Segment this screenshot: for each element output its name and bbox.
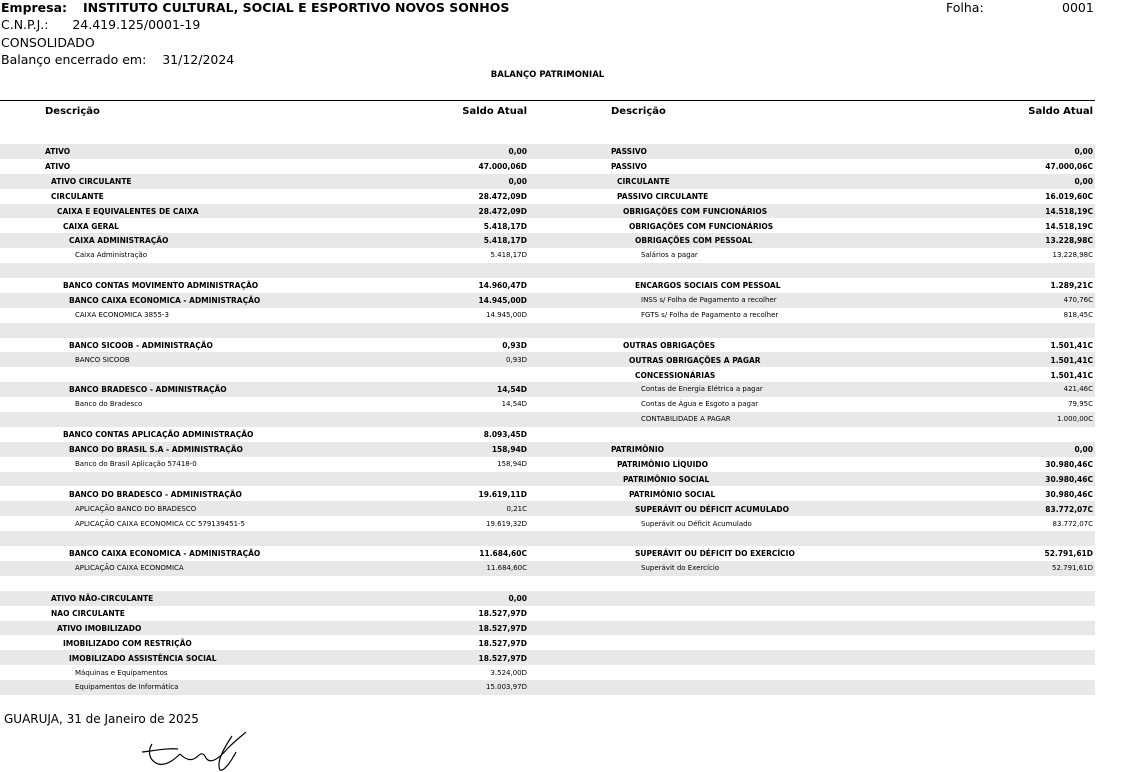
closing-date: 31/12/2024 [162, 52, 235, 67]
left-account-balance: 0,21C [506, 504, 527, 513]
left-account-balance: 47.000,06D [478, 161, 527, 171]
row-stripe [0, 591, 1095, 606]
right-account-balance: 52.791,61D [1044, 549, 1093, 559]
left-account-balance: 14,54D [497, 385, 527, 395]
left-account-description: APLICAÇÃO CAIXA ECONOMICA [75, 564, 184, 573]
right-account-balance: 0,00 [1074, 147, 1093, 156]
right-account-description: FGTS s/ Folha de Pagamento a recolher [641, 310, 779, 319]
scope-line [1, 35, 95, 50]
left-account-description: BANCO BRADESCO - ADMINISTRAÇÃO [69, 385, 227, 395]
right-account-balance: 52.791,61D [1051, 564, 1093, 573]
left-account-balance: 28.472,09D [478, 206, 527, 216]
header-rule [0, 100, 1095, 101]
left-account-balance: 19.619,32D [485, 519, 527, 528]
left-account-description: BANCO DO BRASIL S.A - ADMINISTRAÇÃO [69, 445, 243, 454]
row-stripe [0, 323, 1095, 338]
row-stripe [0, 606, 1095, 621]
row-stripe [0, 621, 1095, 636]
left-account-description: APLICAÇÃO CAIXA ECONOMICA CC 579139451-5 [75, 519, 245, 528]
right-account-description: Superávit ou Déficit Acumulado [641, 519, 752, 528]
right-account-description: PASSIVO [611, 147, 647, 156]
right-account-description: PASSIVO CIRCULANTE [617, 191, 709, 201]
cnpj-line [1, 17, 200, 32]
left-account-description: Banco do Bradesco [75, 400, 143, 409]
left-account-balance: 18.527,97D [478, 608, 527, 618]
left-account-balance: 14.945,00D [478, 296, 527, 305]
right-account-description: CONCESSIONÁRIAS [635, 370, 716, 380]
left-account-description: BANCO CAIXA ECONOMICA - ADMINISTRAÇÃO [69, 296, 261, 305]
right-description-header: Descrição [611, 106, 666, 117]
left-account-balance: 5.418,17D [483, 236, 527, 246]
right-account-description: PATRIMÔNIO LÍQUIDO [617, 459, 709, 469]
right-account-balance: 83.772,07C [1045, 504, 1093, 514]
cnpj-label: C.N.P.J.: [1, 17, 49, 32]
right-account-description: Superávit do Exercício [641, 564, 720, 573]
right-account-description: Salários a pagar [641, 251, 698, 260]
right-account-balance: 30.980,46C [1045, 489, 1093, 499]
company-label: Empresa: [1, 0, 68, 15]
left-account-description: CAIXA GERAL [63, 221, 119, 231]
right-balance-header: Saldo Atual [1028, 106, 1093, 117]
left-account-balance: 18.527,97D [478, 653, 527, 663]
left-account-description: ATIVO IMOBILIZADO [57, 623, 142, 633]
left-account-balance: 5.418,17D [490, 251, 527, 260]
right-account-description: OBRIGAÇÕES COM FUNCIONÁRIOS [629, 221, 774, 231]
row-stripe [0, 218, 1095, 233]
row-stripe [0, 367, 1095, 382]
right-account-balance: 13.228,98C [1052, 251, 1093, 260]
row-stripe [0, 472, 1095, 487]
left-account-description: CIRCULANTE [51, 191, 104, 201]
left-account-balance: 158,94D [497, 459, 527, 468]
right-account-description: ENCARGOS SOCIAIS COM PESSOAL [635, 281, 781, 291]
folha-value: 0001 [1062, 0, 1094, 15]
right-account-balance: 47.000,06C [1045, 161, 1093, 171]
right-account-description: CIRCULANTE [617, 176, 670, 186]
left-description-header: Descrição [45, 106, 100, 117]
right-account-balance: 79,95C [1068, 400, 1093, 409]
right-account-balance: 470,76C [1063, 296, 1093, 304]
left-account-balance: 14.960,47D [478, 281, 527, 291]
right-account-balance: 30.980,46C [1045, 459, 1093, 469]
right-account-description: PATRIMÔNIO [611, 445, 664, 454]
right-account-description: OUTRAS OBRIGAÇÕES [623, 340, 716, 350]
right-account-description: OBRIGAÇÕES COM FUNCIONÁRIOS [623, 206, 768, 216]
left-account-description: Máquinas e Equipamentos [75, 668, 168, 677]
right-account-balance: 421,46C [1063, 385, 1093, 394]
report-title: BALANÇO PATRIMONIAL [490, 70, 605, 80]
closing-line [1, 52, 234, 67]
right-account-balance: 0,00 [1074, 176, 1093, 186]
left-account-balance: 15.003,97D [485, 683, 527, 692]
left-account-balance: 0,00 [508, 594, 527, 603]
left-account-balance: 11.684,60C [479, 549, 527, 559]
company-name: INSTITUTO CULTURAL, SOCIAL E ESPORTIVO NOVOS SONHOS [82, 0, 510, 15]
row-stripe [0, 144, 1095, 159]
left-account-description: BANCO SICOOB - ADMINISTRAÇÃO [69, 340, 213, 350]
left-account-balance: 18.527,97D [478, 623, 527, 633]
row-stripes [0, 144, 1095, 695]
right-account-description: CONTABILIDADE A PAGAR [641, 415, 731, 424]
scope-text: CONSOLIDADO [1, 35, 95, 50]
right-account-description: SUPERÁVIT OU DÉFICIT DO EXERCÍCIO [635, 549, 795, 559]
left-account-description: ATIVO [45, 161, 71, 171]
left-account-balance: 158,94D [491, 445, 527, 454]
left-account-balance: 3.524,00D [490, 668, 527, 677]
left-account-description: BANCO CONTAS APLICAÇÃO ADMINISTRAÇÃO [63, 430, 254, 440]
row-stripe [0, 352, 1095, 367]
left-account-description: APLICAÇÃO BANCO DO BRADESCO [75, 504, 197, 513]
row-stripe [0, 189, 1095, 204]
left-account-description: CAIXA ECONOMICA 3855-3 [75, 310, 169, 319]
left-account-balance: 14.945,00D [485, 310, 527, 319]
left-account-balance: 19.619,11D [478, 489, 527, 499]
left-account-description: ATIVO CIRCULANTE [51, 176, 132, 186]
row-stripe [0, 248, 1095, 263]
right-account-balance: 16.019,60C [1045, 191, 1093, 201]
left-balance-header: Saldo Atual [462, 106, 527, 117]
right-account-balance: 1.000,00C [1056, 415, 1093, 424]
row-stripe [0, 174, 1095, 189]
right-account-description: PATRIMÔNIO SOCIAL [623, 474, 710, 484]
folha-label: Folha: [946, 0, 984, 15]
row-stripe [0, 159, 1095, 174]
right-account-balance: 1.501,41C [1050, 340, 1093, 350]
left-account-description: CAIXA ADMINISTRAÇÃO [69, 236, 169, 246]
closing-label: Balanço encerrado em: [1, 52, 147, 67]
left-account-balance: 5.418,17D [483, 221, 527, 231]
right-account-description: INSS s/ Folha de Pagamento a recolher [641, 296, 777, 304]
left-account-balance: 28.472,09D [478, 191, 527, 201]
place-date: GUARUJA, 31 de Janeiro de 2025 [4, 712, 199, 726]
right-account-balance: 1.501,41C [1050, 370, 1093, 380]
right-account-description: OUTRAS OBRIGAÇÕES A PAGAR [629, 355, 761, 365]
right-account-balance: 1.501,41C [1050, 355, 1093, 365]
right-account-description: PASSIVO [611, 161, 647, 171]
right-account-balance: 13.228,98C [1045, 236, 1093, 246]
right-account-description: PATRIMÔNIO SOCIAL [629, 489, 716, 499]
left-account-description: ATIVO NÃO-CIRCULANTE [51, 594, 154, 603]
left-account-description: Banco do Brasil Aplicação 57418-0 [75, 459, 197, 468]
left-account-description: Equipamentos de Informática [75, 683, 179, 692]
right-account-description: Contas de Água e Esgoto a pagar [641, 400, 759, 409]
left-account-description: CAIXA E EQUIVALENTES DE CAIXA [57, 206, 199, 216]
left-account-description: IMOBILIZADO ASSISTÊNCIA SOCIAL [69, 653, 217, 663]
right-account-description: OBRIGAÇÕES COM PESSOAL [635, 236, 753, 246]
left-account-balance: 0,00 [508, 147, 527, 156]
right-account-balance: 0,00 [1074, 445, 1093, 454]
left-account-description: BANCO CAIXA ECONOMICA - ADMINISTRAÇÃO [69, 549, 261, 559]
right-account-balance: 1.289,21C [1050, 281, 1093, 291]
left-account-balance: 0,93D [506, 355, 527, 364]
left-account-description: BANCO SICOOB [75, 355, 130, 364]
cnpj-value: 24.419.125/0001-19 [72, 17, 201, 32]
left-account-balance: 0,00 [508, 176, 527, 186]
left-account-balance: 11.684,60C [486, 564, 527, 573]
row-stripe [0, 412, 1095, 427]
left-account-balance: 8.093,45D [483, 430, 527, 440]
company-line [1, 0, 509, 15]
right-account-balance: 83.772,07C [1052, 519, 1093, 528]
row-stripe [0, 576, 1095, 591]
left-account-description: Caixa Administração [75, 251, 148, 260]
right-account-balance: 30.980,46C [1045, 474, 1093, 484]
right-account-balance: 14.518,19C [1045, 221, 1093, 231]
left-account-description: BANCO CONTAS MOVIMENTO ADMINISTRAÇÃO [63, 281, 259, 291]
left-account-description: BANCO DO BRADESCO - ADMINISTRAÇÃO [69, 489, 242, 499]
right-account-balance: 14.518,19C [1045, 206, 1093, 216]
left-account-description: NAO CIRCULANTE [51, 608, 125, 618]
left-account-description: IMOBILIZADO COM RESTRIÇÃO [63, 638, 192, 648]
right-account-description: SUPERÁVIT OU DÉFICIT ACUMULADO [635, 504, 790, 514]
row-stripe [0, 397, 1095, 412]
row-stripe [0, 263, 1095, 278]
left-account-balance: 0,93D [502, 340, 527, 350]
right-account-description: Contas de Energia Elétrica a pagar [641, 385, 763, 394]
left-account-description: ATIVO [45, 147, 71, 156]
row-stripe [0, 531, 1095, 546]
right-account-balance: 818,45C [1063, 310, 1093, 319]
left-account-balance: 14,54D [501, 400, 527, 409]
left-account-balance: 18.527,97D [478, 638, 527, 648]
signature [140, 730, 250, 772]
